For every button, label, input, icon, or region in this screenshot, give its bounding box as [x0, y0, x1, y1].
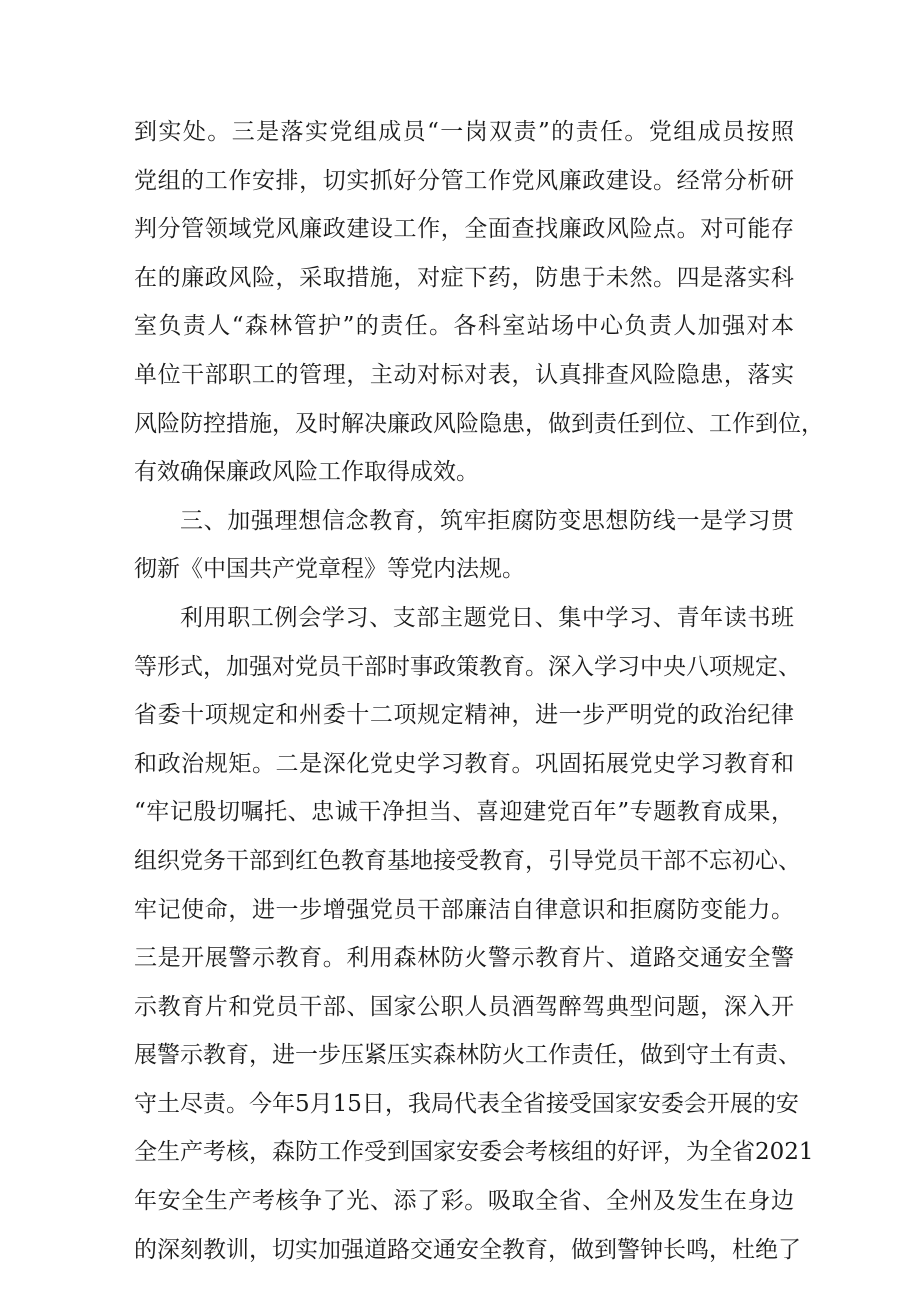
text-line: 展警示教育，进一步压紧压实森林防火工作责任，做到守土有责、	[134, 1042, 801, 1069]
text-line: 单位干部职工的管理，主动对标对表，认真排查风险隐患，落实	[134, 361, 794, 388]
text-line: 组织党务干部到红色教育基地接受教育，引导党员干部不忘初心、	[134, 847, 801, 874]
text-line: 判分管领域党风廉政建设工作，全面查找廉政风险点。对可能存	[134, 216, 794, 243]
text-line: 三、加强理想信念教育，筑牢拒腐防变思想防线一是学习贯	[180, 507, 794, 534]
text-line: 等形式，加强对党员干部时事政策教育。深入学习中央八项规定、	[134, 653, 801, 680]
body-text	[134, 108, 824, 1274]
text-line: 的深刻教训，切实加强道路交通安全教育，做到警钟长鸣，杜绝了	[134, 1236, 801, 1263]
text-line: 守土尽责。今年5月15日，我局代表全省接受国家安委会开展的安	[134, 1090, 799, 1117]
text-line: 三是开展警示教育。利用森林防火警示教育片、道路交通安全警	[134, 945, 794, 972]
text-line: 利用职工例会学习、支部主题党日、集中学习、青年读书班	[180, 604, 794, 631]
text-line: 省委十项规定和州委十二项规定精神，进一步严明党的政治纪律	[134, 702, 794, 729]
text-line: 全生产考核，森防工作受到国家安委会考核组的好评，为全省2021	[134, 1139, 814, 1166]
text-line: 风险防控措施，及时解决廉政风险隐患，做到责任到位、工作到位，	[134, 410, 824, 437]
text-line: 年安全生产考核争了光、添了彩。吸取全省、全州及发生在身边	[134, 1188, 794, 1215]
text-line: “牢记殷切嘱托、忠诚干净担当、喜迎建党百年”专题教育成果，	[134, 799, 794, 826]
text-line: 室负责人“森林管护”的责任。各科室站场中心负责人加强对本	[134, 313, 794, 340]
text-line: 在的廉政风险，采取措施，对症下药，防患于未然。四是落实科	[134, 264, 794, 291]
text-line: 和政治规矩。二是深化党史学习教育。巩固拓展党史学习教育和	[134, 750, 794, 777]
text-line: 示教育片和党员干部、国家公职人员酒驾醉驾典型问题，深入开	[134, 993, 794, 1020]
text-line: 有效确保廉政风险工作取得成效。	[134, 459, 479, 486]
text-line: 牢记使命，进一步增强党员干部廉洁自律意识和拒腐防变能力。	[134, 896, 794, 923]
text-line: 到实处。三是落实党组成员“一岗双责”的责任。党组成员按照	[134, 119, 794, 145]
text-line: 彻新《中国共产党章程》等党内法规。	[134, 556, 525, 583]
text-line: 党组的工作安排，切实抓好分管工作党风廉政建设。经常分析研	[134, 167, 794, 194]
